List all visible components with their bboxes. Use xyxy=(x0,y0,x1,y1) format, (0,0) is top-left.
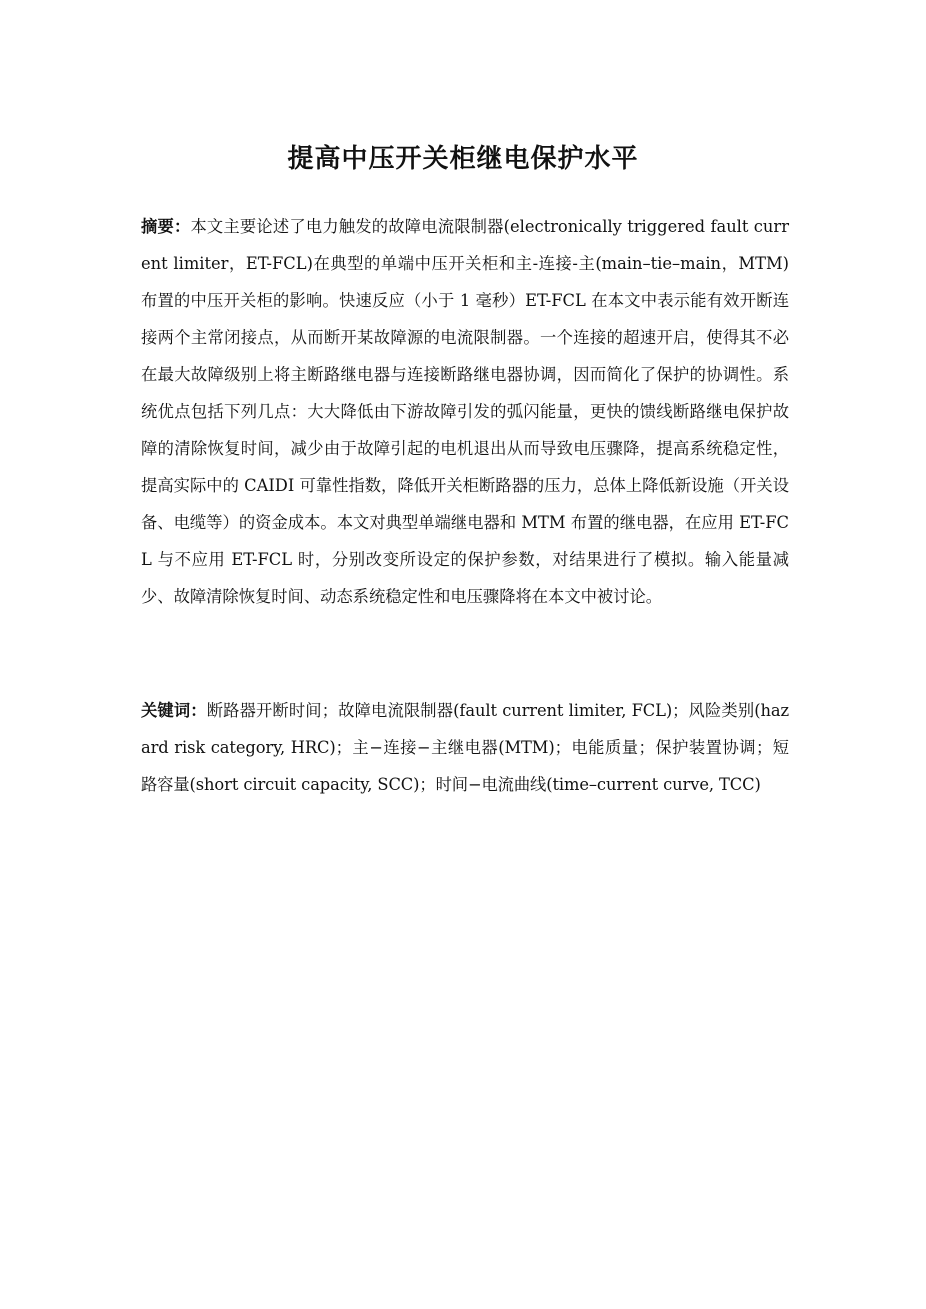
keywords-paragraph xyxy=(141,692,789,803)
abstract-label: 摘要： xyxy=(141,217,191,236)
document-title: 提高中压开关柜继电保护水平 xyxy=(287,144,639,174)
keywords-text: 断路器开断时间；故障电流限制器(fault current limiter, FCL)；风险类别(hazard risk category, HRC)；主−连接−主继电器(MTM)；电能质量；保护装置协调；短路容量(short circuit capacity, SCC)；时间−电流曲线(time–current curve, TCC) xyxy=(141,701,789,794)
abstract-paragraph xyxy=(141,208,789,615)
keywords-label: 关键词： xyxy=(141,701,207,720)
abstract-text: 本文主要论述了电力触发的故障电流限制器(electronically triggered fault current limiter，ET-FCL)在典型的单端中压开关柜和主-连接-主(main–tie–main，MTM)布置的中压开关柜的影响。快速反应（小于 1 毫秒）ET-FCL 在本文中表示能有效开断连接两个主常闭接点，从而断开某故障源的电流限制器。一个连接的超速开启，使得其不必在最大故障级别上将主断路继电器与连接断路继电器协调，因而简化了保护的协调性。系统优点包括下列几点：大大降低由下游故障引发的弧闪能量，更快的馈线断路继电保护故障的清除恢复时间，减少由于故障引起的电机退出从而导致电压骤降，提高系统稳定性，提高实际中的 CAIDI 可靠性指数，降低开关柜断路器的压力，总体上降低新设施（开关设备、电缆等）的资金成本。本文对典型单端继电器和 MTM 布置的继电器，在应用 ET-FCL 与不应用 ET-FCL 时，分别改变所设定的保护参数，对结果进行了模拟。输入能量减少、故障清除恢复时间、动态系统稳定性和电压骤降将在本文中被讨论。 xyxy=(141,217,789,606)
